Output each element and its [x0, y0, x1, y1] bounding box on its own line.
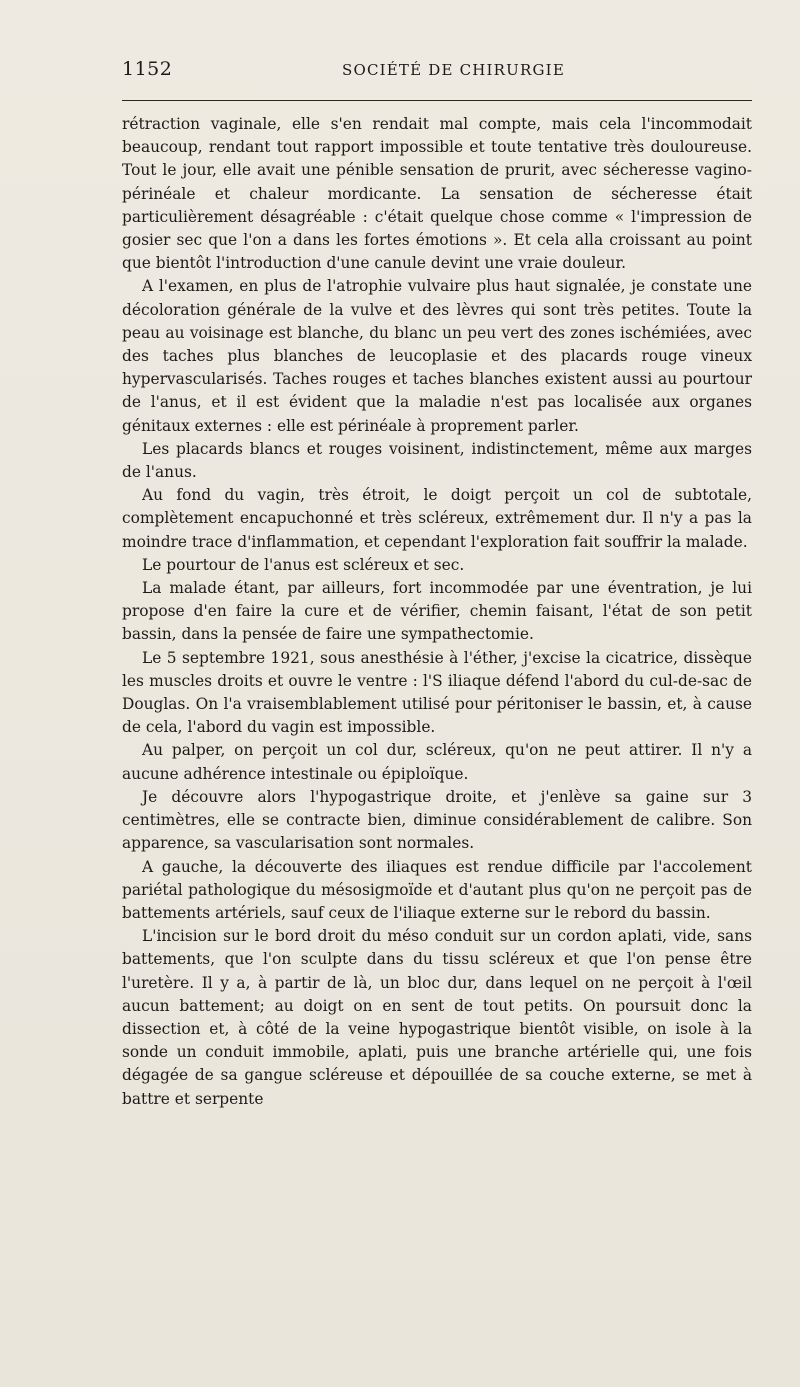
paragraph-2: A l'examen, en plus de l'atrophie vulvaire plus haut signalée, je constate une décoloration générale de la vulve et des lèvres qui sont très petites. Toute la peau au voisinage est blanche, du blanc un peu vert des zones ischémiées, avec des taches plus blanches de leucoplasie et des placards rouge vineux hypervascularisés. Taches rouges et taches blanches existent aussi au pourtour de l'anus, et il est évident que la maladie n'est pas localisée aux organes génitaux externes : elle est périnéale à proprement parler. — [122, 277, 752, 435]
body-text — [122, 113, 752, 1111]
page-header — [122, 58, 752, 88]
paragraph-3: Les placards blancs et rouges voisinent, indistinctement, même aux marges de l'anus. — [122, 439, 752, 482]
paragraph-8: Au palper, on perçoit un col dur, scléreux, qu'on ne peut attirer. Il n'y a aucune adhérence intestinale ou épiploïque. — [122, 741, 752, 783]
header-rule — [122, 100, 752, 101]
paragraph-4: Au fond du vagin, très étroit, le doigt perçoit un col de subtotale, complètement encapuchonné et très scléreux, extrêmement dur. Il n'y a pas la moindre trace d'inflammation, et cependant l'exploration fait souffrir la malade. — [122, 486, 752, 551]
paragraph-5: Le pourtour de l'anus est scléreux et sec. — [142, 555, 465, 574]
paragraph-11: L'incision sur le bord droit du méso conduit sur un cordon aplati, vide, sans battements, que l'on sculpte dans du tissu scléreux et que l'on pense être l'uretère. Il y a, à partir de là, un bloc dur, dans lequel on ne perçoit à l'œil aucun battement; au doigt on en sent de tout petits. On poursuit donc la dissection et, à côté de la veine hypogastrique bientôt visible, on isole à la sonde un conduit immobile, aplati, puis une branche artérielle qui, une fois dégagée de sa gangue scléreuse et dépouillée de sa couche externe, se met à battre et serpente — [122, 927, 752, 1108]
running-title: SOCIÉTÉ DE CHIRURGIE — [342, 61, 565, 79]
paragraph-9: Je découvre alors l'hypogastrique droite, et j'enlève sa gaine sur 3 centimètres, elle se contracte bien, diminue considérablement de calibre. Son apparence, sa vascularisation sont normales. — [122, 787, 752, 853]
page-number: 1152 — [122, 58, 173, 80]
paragraph-7: Le 5 septembre 1921, sous anesthésie à l'éther, j'excise la cicatrice, dissèque les muscles droits et ouvre le ventre : l'S iliaque défend l'abord du cul-de-sac de Douglas. On l'a vraisemblablement utilisé pour péritoniser le bassin, et, à cause de cela, l'abord du vagin est impossible. — [122, 648, 752, 737]
paragraph-1: rétraction vaginale, elle s'en rendait mal compte, mais cela l'incommodait beaucoup, rendant tout rapport impossible et toute tentative très douloureuse. Tout le jour, elle avait une pénible sensation de prurit, avec sécheresse vagino-périnéale et chaleur mordicante. La sensation de sécheresse était particulièrement désagréable : c'était quelque chose comme « l'impression de gosier sec que l'on a dans les fortes émotions ». Et cela alla croissant au point que bientôt l'introduction d'une canule devint une vraie douleur. — [122, 115, 752, 273]
paragraph-10: A gauche, la découverte des iliaques est rendue difficile par l'accolement pariétal pathologique du mésosigmoïde et d'autant plus qu'on ne perçoit pas de battements artériels, sauf ceux de l'iliaque externe sur le rebord du bassin. — [122, 857, 752, 922]
paragraph-6: La malade étant, par ailleurs, fort incommodée par une éventration, je lui propose d'en faire la cure et de vérifier, chemin faisant, l'état de son petit bassin, dans la pensée de faire une sympathectomie. — [122, 579, 752, 644]
